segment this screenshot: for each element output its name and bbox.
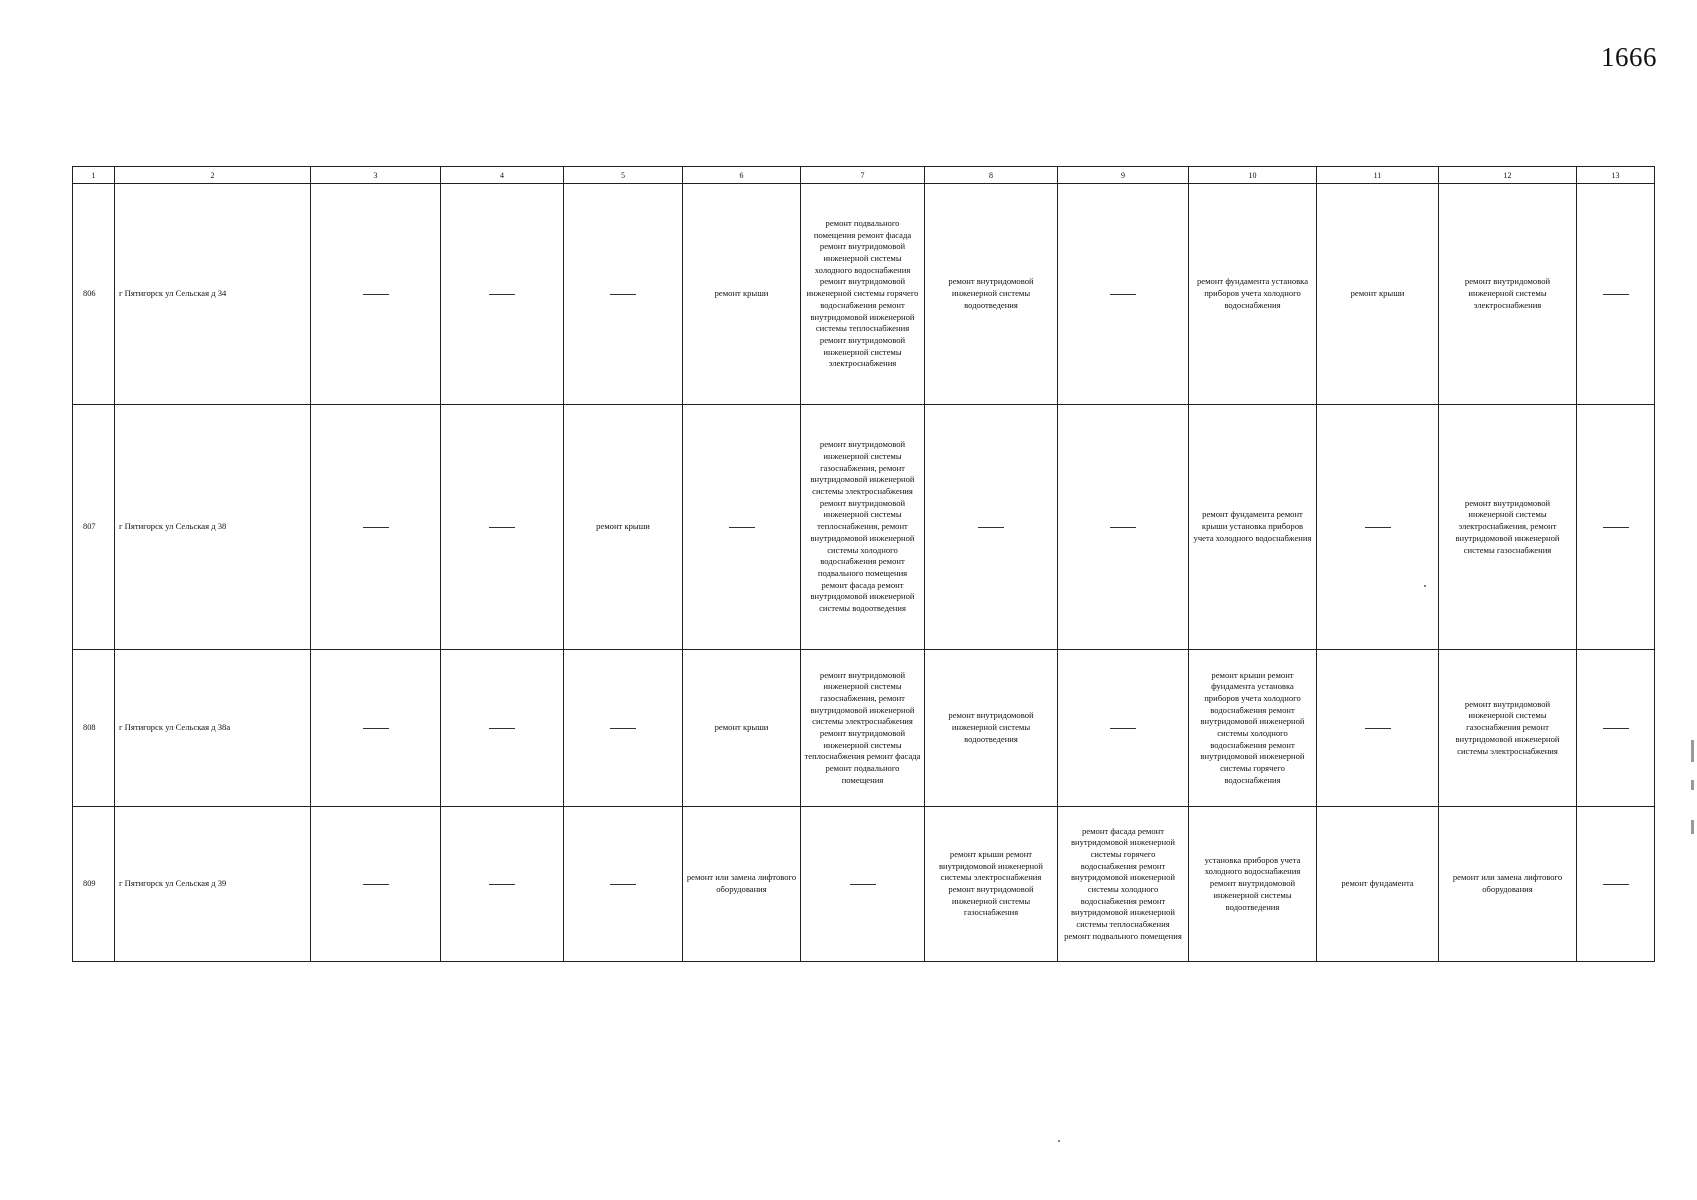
column-header: 12	[1439, 167, 1577, 184]
page-number: 1666	[1601, 42, 1657, 72]
cell-col-13	[1577, 650, 1655, 807]
cell-value	[729, 521, 755, 533]
cell-col-5	[564, 184, 683, 405]
cell-col-8	[925, 650, 1058, 807]
cell-value	[1110, 722, 1136, 734]
column-header: 7	[801, 167, 925, 184]
row-number: 806	[73, 184, 115, 405]
cell-value: ремонт крыши	[714, 288, 769, 299]
cell-col-11	[1317, 807, 1439, 962]
cell-value: ремонт крыши	[1350, 288, 1405, 299]
column-header: 11	[1317, 167, 1439, 184]
cell-value: ремонт внутридомовой инженерной системы электроснабжения, ремонт внутридомовой инженерной системы газоснабжения	[1455, 497, 1560, 555]
empty-dash	[1110, 728, 1136, 729]
cell-col-10	[1189, 807, 1317, 962]
row-address: г Пятигорск ул Сельская д 38	[115, 405, 311, 650]
cell-value: ремонт или замена лифтового оборудования	[1452, 872, 1563, 894]
cell-value: ремонт внутридомовой инженерной системы газоснабжения, ремонт внутридомовой инженерной системы электроснабжения ремонт внутридомовой инженерной системы теплоснабжения, ремонт внутридомовой инженерной системы холодного водоснабжения ремонт подвального помещения ремонт фасада ремонт внутридомовой инженерной системы водоотведения	[810, 439, 915, 613]
cell-col-8	[925, 405, 1058, 650]
empty-dash	[729, 527, 755, 528]
column-header: 9	[1058, 167, 1189, 184]
cell-col-6	[683, 807, 801, 962]
scan-edge-mark	[1691, 820, 1694, 834]
table-row	[73, 184, 1655, 405]
cell-col-13	[1577, 807, 1655, 962]
cell-col-10	[1189, 405, 1317, 650]
empty-dash	[1603, 527, 1629, 528]
cell-col-12	[1439, 184, 1577, 405]
cell-col-12	[1439, 807, 1577, 962]
cell-value: ремонт крыши	[596, 521, 650, 532]
cell-value	[363, 521, 389, 533]
column-header: 6	[683, 167, 801, 184]
cell-value: ремонт внутридомовой инженерной системы электроснабжения	[1464, 276, 1551, 310]
cell-col-4	[441, 807, 564, 962]
cell-col-11	[1317, 184, 1439, 405]
cell-value	[489, 878, 515, 890]
cell-value	[610, 722, 636, 734]
empty-dash	[610, 294, 636, 295]
cell-col-5	[564, 650, 683, 807]
cell-value	[1603, 722, 1629, 734]
cell-value	[610, 288, 636, 300]
cell-value: ремонт фасада ремонт внутридомовой инженерной системы горячего водоснабжения ремонт внутридомовой инженерной системы холодного водоснабжения ремонт внутридомовой инженерной системы теплоснабжения ремонт подвального помещения	[1064, 825, 1182, 941]
cell-col-7	[801, 807, 925, 962]
cell-col-5	[564, 807, 683, 962]
cell-value	[1110, 521, 1136, 533]
repair-schedule-table-wrapper	[72, 166, 1654, 962]
cell-value: ремонт крыши ремонт внутридомовой инженерной системы электроснабжения ремонт внутридомовой инженерной системы газоснабжения	[938, 848, 1044, 918]
cell-value	[489, 521, 515, 533]
scan-speck	[1058, 1140, 1060, 1142]
cell-value: ремонт внутридомовой инженерной системы водоотведения	[948, 710, 1034, 744]
row-address: г Пятигорск ул Сельская д 39	[115, 807, 311, 962]
column-header: 4	[441, 167, 564, 184]
cell-col-8	[925, 184, 1058, 405]
table-row	[73, 807, 1655, 962]
empty-dash	[363, 527, 389, 528]
repair-schedule-table	[72, 166, 1655, 962]
empty-dash	[489, 728, 515, 729]
empty-dash	[1603, 884, 1629, 885]
cell-col-6	[683, 184, 801, 405]
table-row	[73, 650, 1655, 807]
empty-dash	[850, 884, 876, 885]
cell-col-4	[441, 184, 564, 405]
cell-value	[1365, 722, 1391, 734]
empty-dash	[489, 527, 515, 528]
empty-dash	[363, 884, 389, 885]
cell-col-10	[1189, 184, 1317, 405]
cell-value: ремонт внутридомовой инженерной системы газоснабжения ремонт внутридомовой инженерной системы электроснабжения	[1455, 698, 1560, 756]
cell-col-12	[1439, 405, 1577, 650]
empty-dash	[1110, 294, 1136, 295]
cell-value: установка приборов учета холодного водоснабжения ремонт внутридомовой инженерной системы водоотведения	[1204, 854, 1301, 912]
cell-col-7	[801, 405, 925, 650]
row-number: 809	[73, 807, 115, 962]
scan-speck	[1424, 585, 1426, 587]
cell-value	[978, 521, 1004, 533]
cell-col-3	[311, 650, 441, 807]
cell-col-3	[311, 807, 441, 962]
column-header: 13	[1577, 167, 1655, 184]
cell-value	[1603, 521, 1629, 533]
cell-col-4	[441, 405, 564, 650]
cell-col-8	[925, 807, 1058, 962]
empty-dash	[1603, 728, 1629, 729]
cell-col-6	[683, 405, 801, 650]
column-header: 8	[925, 167, 1058, 184]
column-number-row	[73, 167, 1655, 184]
cell-col-11	[1317, 405, 1439, 650]
empty-dash	[610, 884, 636, 885]
column-header: 10	[1189, 167, 1317, 184]
cell-value	[363, 288, 389, 300]
cell-value: ремонт внутридомовой инженерной системы газоснабжения, ремонт внутридомовой инженерной системы электроснабжения ремонт внутридомовой инженерной системы теплоснабжения ремонт фасада ремонт подвального помещения	[804, 669, 921, 785]
cell-value: ремонт фундамента установка приборов учета холодного водоснабжения	[1196, 276, 1309, 310]
cell-col-6	[683, 650, 801, 807]
cell-value: ремонт внутридомовой инженерной системы водоотведения	[948, 276, 1034, 310]
cell-col-7	[801, 650, 925, 807]
row-number: 808	[73, 650, 115, 807]
cell-value: ремонт или замена лифтового оборудования	[686, 872, 797, 894]
cell-col-5	[564, 405, 683, 650]
cell-col-9	[1058, 807, 1189, 962]
empty-dash	[489, 884, 515, 885]
cell-col-3	[311, 405, 441, 650]
cell-value	[489, 722, 515, 734]
column-header: 3	[311, 167, 441, 184]
cell-value	[489, 288, 515, 300]
cell-col-10	[1189, 650, 1317, 807]
empty-dash	[1110, 527, 1136, 528]
cell-col-3	[311, 184, 441, 405]
cell-value	[1603, 878, 1629, 890]
cell-value	[1365, 521, 1391, 533]
cell-value	[610, 878, 636, 890]
cell-col-9	[1058, 184, 1189, 405]
scan-edge-mark	[1691, 780, 1694, 790]
cell-col-4	[441, 650, 564, 807]
cell-value	[1603, 288, 1629, 300]
empty-dash	[978, 527, 1004, 528]
column-header: 5	[564, 167, 683, 184]
row-address: г Пятигорск ул Сельская д 34	[115, 184, 311, 405]
cell-value: ремонт фундамента	[1341, 878, 1414, 889]
scan-edge-mark	[1691, 740, 1694, 762]
cell-value	[363, 722, 389, 734]
empty-dash	[363, 728, 389, 729]
empty-dash	[1365, 527, 1391, 528]
cell-value	[1110, 288, 1136, 300]
empty-dash	[363, 294, 389, 295]
cell-col-7	[801, 184, 925, 405]
cell-value: ремонт крыши ремонт фундамента установка приборов учета холодного водоснабжения ремонт внутридомовой инженерной системы холодного водоснабжения ремонт внутридомовой инженерной системы горячего водоснабжения	[1200, 669, 1305, 785]
cell-value	[363, 878, 389, 890]
cell-col-9	[1058, 650, 1189, 807]
cell-value	[850, 878, 876, 890]
column-header: 2	[115, 167, 311, 184]
cell-value: ремонт подвального помещения ремонт фасада ремонт внутридомовой инженерной системы холодного водоснабжения ремонт внутридомовой инженерной системы горячего водоснабжения ремонт внутридомовой инженерной системы теплоснабжения ремонт внутридомовой инженерной системы электроснабжения	[806, 218, 919, 369]
cell-col-9	[1058, 405, 1189, 650]
cell-value: ремонт крыши	[714, 722, 769, 733]
row-number: 807	[73, 405, 115, 650]
cell-col-12	[1439, 650, 1577, 807]
row-address: г Пятигорск ул Сельская д 38а	[115, 650, 311, 807]
cell-value: ремонт фундамента ремонт крыши установка приборов учета холодного водоснабжения	[1193, 509, 1312, 543]
empty-dash	[1365, 728, 1391, 729]
empty-dash	[489, 294, 515, 295]
table-row	[73, 405, 1655, 650]
cell-col-11	[1317, 650, 1439, 807]
cell-col-13	[1577, 405, 1655, 650]
cell-col-13	[1577, 184, 1655, 405]
table-body	[73, 184, 1655, 962]
empty-dash	[610, 728, 636, 729]
empty-dash	[1603, 294, 1629, 295]
column-header: 1	[73, 167, 115, 184]
